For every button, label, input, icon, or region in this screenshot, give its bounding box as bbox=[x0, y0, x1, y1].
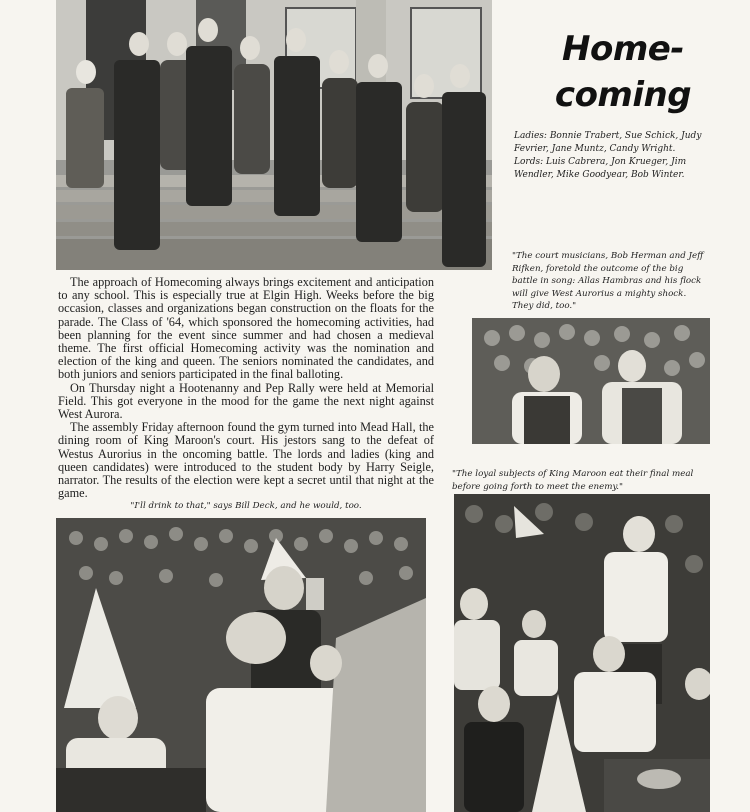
court-group-photo bbox=[56, 0, 492, 270]
article-body bbox=[58, 276, 434, 500]
court-roster bbox=[514, 130, 724, 182]
article-paragraph-3: The assembly Friday afternoon found the gym turned into Mead Hall, the dining room of King Maroon's court. His jestors sang to the defeat of Westus Aurorius in the oncoming battle. The lords and ladies (king and queen candidates) were introduced to the student body by Harry Seigle, narrator. The results of the election were kept a secret until that night at the game. bbox=[58, 420, 434, 501]
drink-caption: "I'll drink to that," says Bill Deck, and he would, too. bbox=[130, 501, 362, 511]
loyal-subjects-caption: "The loyal subjects of King Maroon eat their final meal before going forth to meet the enemy." bbox=[452, 469, 694, 492]
musicians-caption: "The court musicians, Bob Herman and Jeff Rifken, foretold the outcome of the big battle in song: Allas Hambras and his flock will give West Aurorius a mighty shock. They did, too." bbox=[512, 251, 704, 311]
article-paragraph-1: The approach of Homecoming always brings excitement and anticipation to any school. This is especially true at Elgin High. Weeks before the big occasion, classes and organizations began construction on the floats for the parade. The Class of '64, which sponsored the homecoming activities, had been planning for the event since summer and had chosen a medieval theme. The first official Homecoming activity was the nomination and election of the king and queen. The seniors nominated the candidates, and both juniors and seniors participated in the final balloting. bbox=[58, 275, 434, 382]
musicians-photo bbox=[472, 318, 710, 444]
title-line-1: Home- bbox=[562, 29, 684, 69]
drink-photo bbox=[56, 518, 426, 812]
loyal-subjects-photo bbox=[454, 494, 710, 812]
article-paragraph-2: On Thursday night a Hootenanny and Pep Rally were held at Memorial Field. This got everyone in the mood for the game the next night against West Aurora. bbox=[58, 380, 434, 422]
page-title bbox=[548, 26, 698, 118]
lords-list: Lords: Luis Cabrera, Jon Krueger, Jim Wendler, Mike Goodyear, Bob Winter. bbox=[514, 157, 687, 180]
ladies-list: Ladies: Bonnie Trabert, Sue Schick, Judy Fevrier, Jane Muntz, Candy Wright. bbox=[514, 131, 702, 154]
title-line-2: coming bbox=[554, 75, 692, 115]
